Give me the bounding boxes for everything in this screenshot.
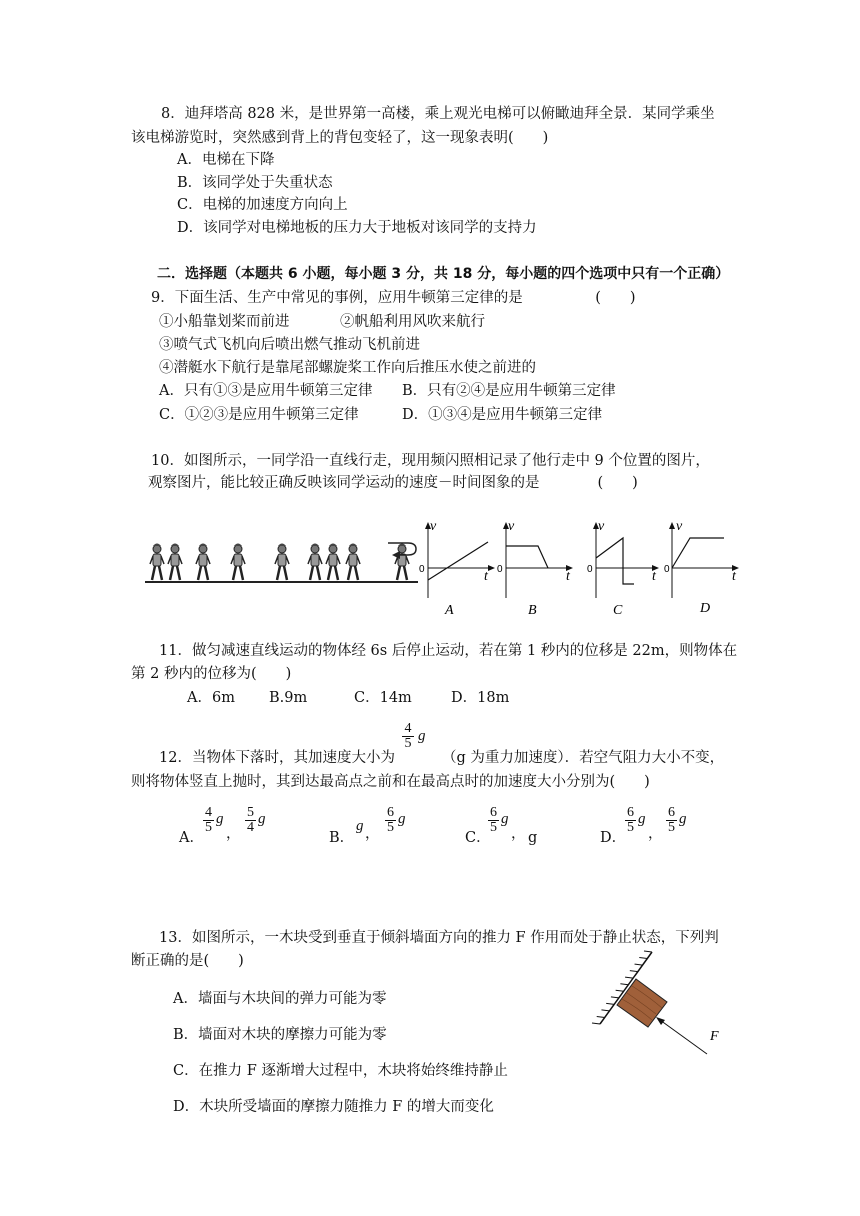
wall-hatch-mark bbox=[620, 984, 628, 985]
vt-graph-d bbox=[662, 520, 746, 620]
q12-option-d-frac2: $\frac{6}{5}$ bbox=[668, 805, 675, 835]
graph-a-label: A bbox=[445, 603, 454, 618]
q10-stem-line2: 观察图片，能比较正确反映该同学运动的速度－时间图象的是 ( ) bbox=[148, 475, 638, 491]
wall-hatch-mark bbox=[616, 990, 624, 991]
graph-b-v-label: v bbox=[508, 519, 515, 534]
q8-option-d: D．该同学对电梯地板的压力大于地板对该同学的支持力 bbox=[177, 220, 537, 236]
walker-figure bbox=[346, 544, 360, 581]
vt-graph-c bbox=[586, 520, 668, 620]
q12-option-d-label: D． bbox=[600, 830, 627, 846]
q12-stem-g: g bbox=[418, 728, 426, 744]
q11-option-b: B.9m bbox=[269, 690, 308, 706]
q10-stem-line1: 10．如图所示，一同学沿一直线行走，现用频闪照相记录了他行走中 9 个位置的图片， bbox=[151, 453, 710, 469]
graph-b-label: B bbox=[528, 603, 537, 618]
q8-option-c: C．电梯的加速度方向向上 bbox=[177, 197, 348, 213]
q9-stem: 9．下面生活、生产中常见的事例，应用牛顿第三定律的是 ( ) bbox=[151, 290, 636, 306]
q8-stem-line2: 该电梯游览时，突然感到背上的背包变轻了，这一现象表明( ) bbox=[131, 130, 549, 146]
wall-hatch-mark bbox=[625, 977, 633, 978]
q12-stem-fraction: $\frac{4}{5}$ bbox=[402, 722, 414, 751]
walker-figure bbox=[275, 544, 289, 581]
q13-option-b: B．墙面对木块的摩擦力可能为零 bbox=[173, 1027, 387, 1043]
q13-option-a: A．墙面与木块间的弹力可能为零 bbox=[173, 991, 387, 1007]
q12-option-a-comma: ， bbox=[226, 826, 241, 842]
q9-option-a: A．只有①③是应用牛顿第三定律 bbox=[159, 383, 373, 399]
q13-stem-line2: 断正确的是( ) bbox=[131, 953, 244, 969]
q12-option-d-g2: g bbox=[679, 811, 687, 827]
q12-option-d-frac1: $\frac{6}{5}$ bbox=[627, 805, 634, 835]
q8-option-b: B．该同学处于失重状态 bbox=[177, 175, 333, 191]
q12-stem-line2: 则将物体竖直上抛时，其到达最高点之前和在最高点时的加速度大小分别为( ) bbox=[131, 774, 650, 790]
walker-figure bbox=[326, 544, 340, 581]
wall-hatch-mark bbox=[611, 997, 619, 998]
q8-option-a: A．电梯在下降 bbox=[177, 152, 275, 168]
walker-figure bbox=[168, 544, 182, 581]
q11-stem-line2: 第 2 秒内的位移为( ) bbox=[131, 666, 292, 682]
walker-figure bbox=[196, 544, 210, 581]
q12-option-b-comma: ， bbox=[365, 826, 380, 842]
q11-stem-line1: 11．做匀减速直线运动的物体经 6s 后停止运动，若在第 1 秒内的位移是 22m，则物体在 bbox=[159, 643, 738, 659]
q12-option-c-comma: ， bbox=[511, 826, 526, 842]
vt-graph-a bbox=[418, 520, 500, 620]
graph-b-origin: 0 bbox=[497, 564, 503, 575]
graph-d-t-label: t bbox=[732, 569, 736, 584]
force-f-label: F bbox=[710, 1029, 719, 1044]
q13-option-c: C．在推力 F 逐渐增大过程中，木块将始终维持静止 bbox=[173, 1063, 508, 1079]
graph-d-label: D bbox=[700, 601, 711, 616]
q11-option-c: C．14m bbox=[354, 690, 412, 706]
wall-hatch-mark bbox=[644, 951, 652, 952]
q12-option-c-g2: g bbox=[528, 830, 538, 846]
walker-figure bbox=[231, 544, 245, 581]
walker-figure bbox=[308, 544, 322, 581]
graph-a-t-label: t bbox=[484, 569, 488, 584]
walker-strobe-figure bbox=[140, 525, 425, 590]
q9-item-1: ①小船靠划桨而前进 bbox=[159, 314, 290, 330]
q9-option-b: B．只有②④是应用牛顿第三定律 bbox=[402, 383, 616, 399]
wall-hatch-mark bbox=[630, 971, 638, 972]
q12-option-a-g1: g bbox=[216, 811, 224, 827]
walker-figure bbox=[395, 544, 409, 581]
q12-option-c-g1: g bbox=[501, 811, 509, 827]
q9-option-d: D．①③④是应用牛顿第三定律 bbox=[402, 407, 603, 423]
q11-option-a: A．6m bbox=[187, 690, 235, 706]
q12-option-d-g1: g bbox=[638, 811, 646, 827]
wall-hatch-mark bbox=[601, 1010, 609, 1011]
q9-option-c: C．①②③是应用牛顿第三定律 bbox=[159, 407, 359, 423]
q12-option-a-frac1: $\frac{4}{5}$ bbox=[205, 805, 212, 835]
graph-b-t-label: t bbox=[566, 569, 570, 584]
inclined-wall-block-figure bbox=[592, 948, 722, 1063]
q12-option-b-g2: g bbox=[398, 811, 406, 827]
q12-option-b-frac: $\frac{6}{5}$ bbox=[387, 805, 394, 835]
q12-option-b-g1: g bbox=[356, 818, 364, 834]
q9-item-2: ②帆船利用风吹来航行 bbox=[340, 314, 485, 330]
graph-d-origin: 0 bbox=[664, 564, 670, 575]
wall-hatch-mark bbox=[606, 1003, 614, 1004]
graph-c-origin: 0 bbox=[587, 564, 593, 575]
walker-figure bbox=[150, 544, 164, 581]
q12-option-d-comma: ， bbox=[648, 826, 663, 842]
wall-hatch-mark bbox=[639, 958, 647, 959]
wall-hatch-mark bbox=[597, 1016, 605, 1017]
q9-item-3: ③喷气式飞机向后喷出燃气推动飞机前进 bbox=[159, 337, 420, 353]
vt-graph-b bbox=[496, 520, 578, 620]
graph-a-origin: 0 bbox=[419, 564, 425, 575]
graph-c-t-label: t bbox=[652, 569, 656, 584]
q12-option-a-frac2: $\frac{5}{4}$ bbox=[247, 805, 254, 835]
graph-c-v-label: v bbox=[598, 519, 605, 534]
q12-option-a-label: A． bbox=[179, 830, 204, 846]
wall-hatch-mark bbox=[635, 964, 643, 965]
graph-a-v-label: v bbox=[430, 519, 437, 534]
q13-option-d: D．木块所受墙面的摩擦力随推力 F 的增大而变化 bbox=[173, 1099, 494, 1115]
q13-stem-line1: 13．如图所示，一木块受到垂直于倾斜墙面方向的推力 F 作用而处于静止状态，下列判 bbox=[159, 930, 719, 946]
q12-stem-part2: （g 为重力加速度）．若空气阻力大小不变， bbox=[442, 750, 725, 766]
q12-option-b-label: B． bbox=[329, 830, 355, 846]
graph-d-v-label: v bbox=[676, 519, 683, 534]
graph-c-label: C bbox=[613, 603, 623, 618]
q12-stem-part1: 12．当物体下落时，其加速度大小为 bbox=[159, 750, 395, 766]
q11-option-d: D．18m bbox=[451, 690, 510, 706]
q9-item-4: ④潜艇水下航行是靠尾部螺旋桨工作向后推压水使之前进的 bbox=[159, 360, 536, 376]
q8-stem-line1: 8．迪拜塔高 828 米，是世界第一高楼，乘上观光电梯可以俯瞰迪拜全景．某同学乘坐 bbox=[161, 106, 715, 122]
q12-option-c-frac: $\frac{6}{5}$ bbox=[490, 805, 497, 835]
q12-option-a-g2: g bbox=[258, 811, 266, 827]
section2-heading: 二．选择题（本题共 6 小题，每小题 3 分，共 18 分，每小题的四个选项中只有一个正确） bbox=[157, 266, 730, 282]
wall-hatch-mark bbox=[592, 1023, 600, 1024]
q12-option-c-label: C． bbox=[465, 830, 491, 846]
